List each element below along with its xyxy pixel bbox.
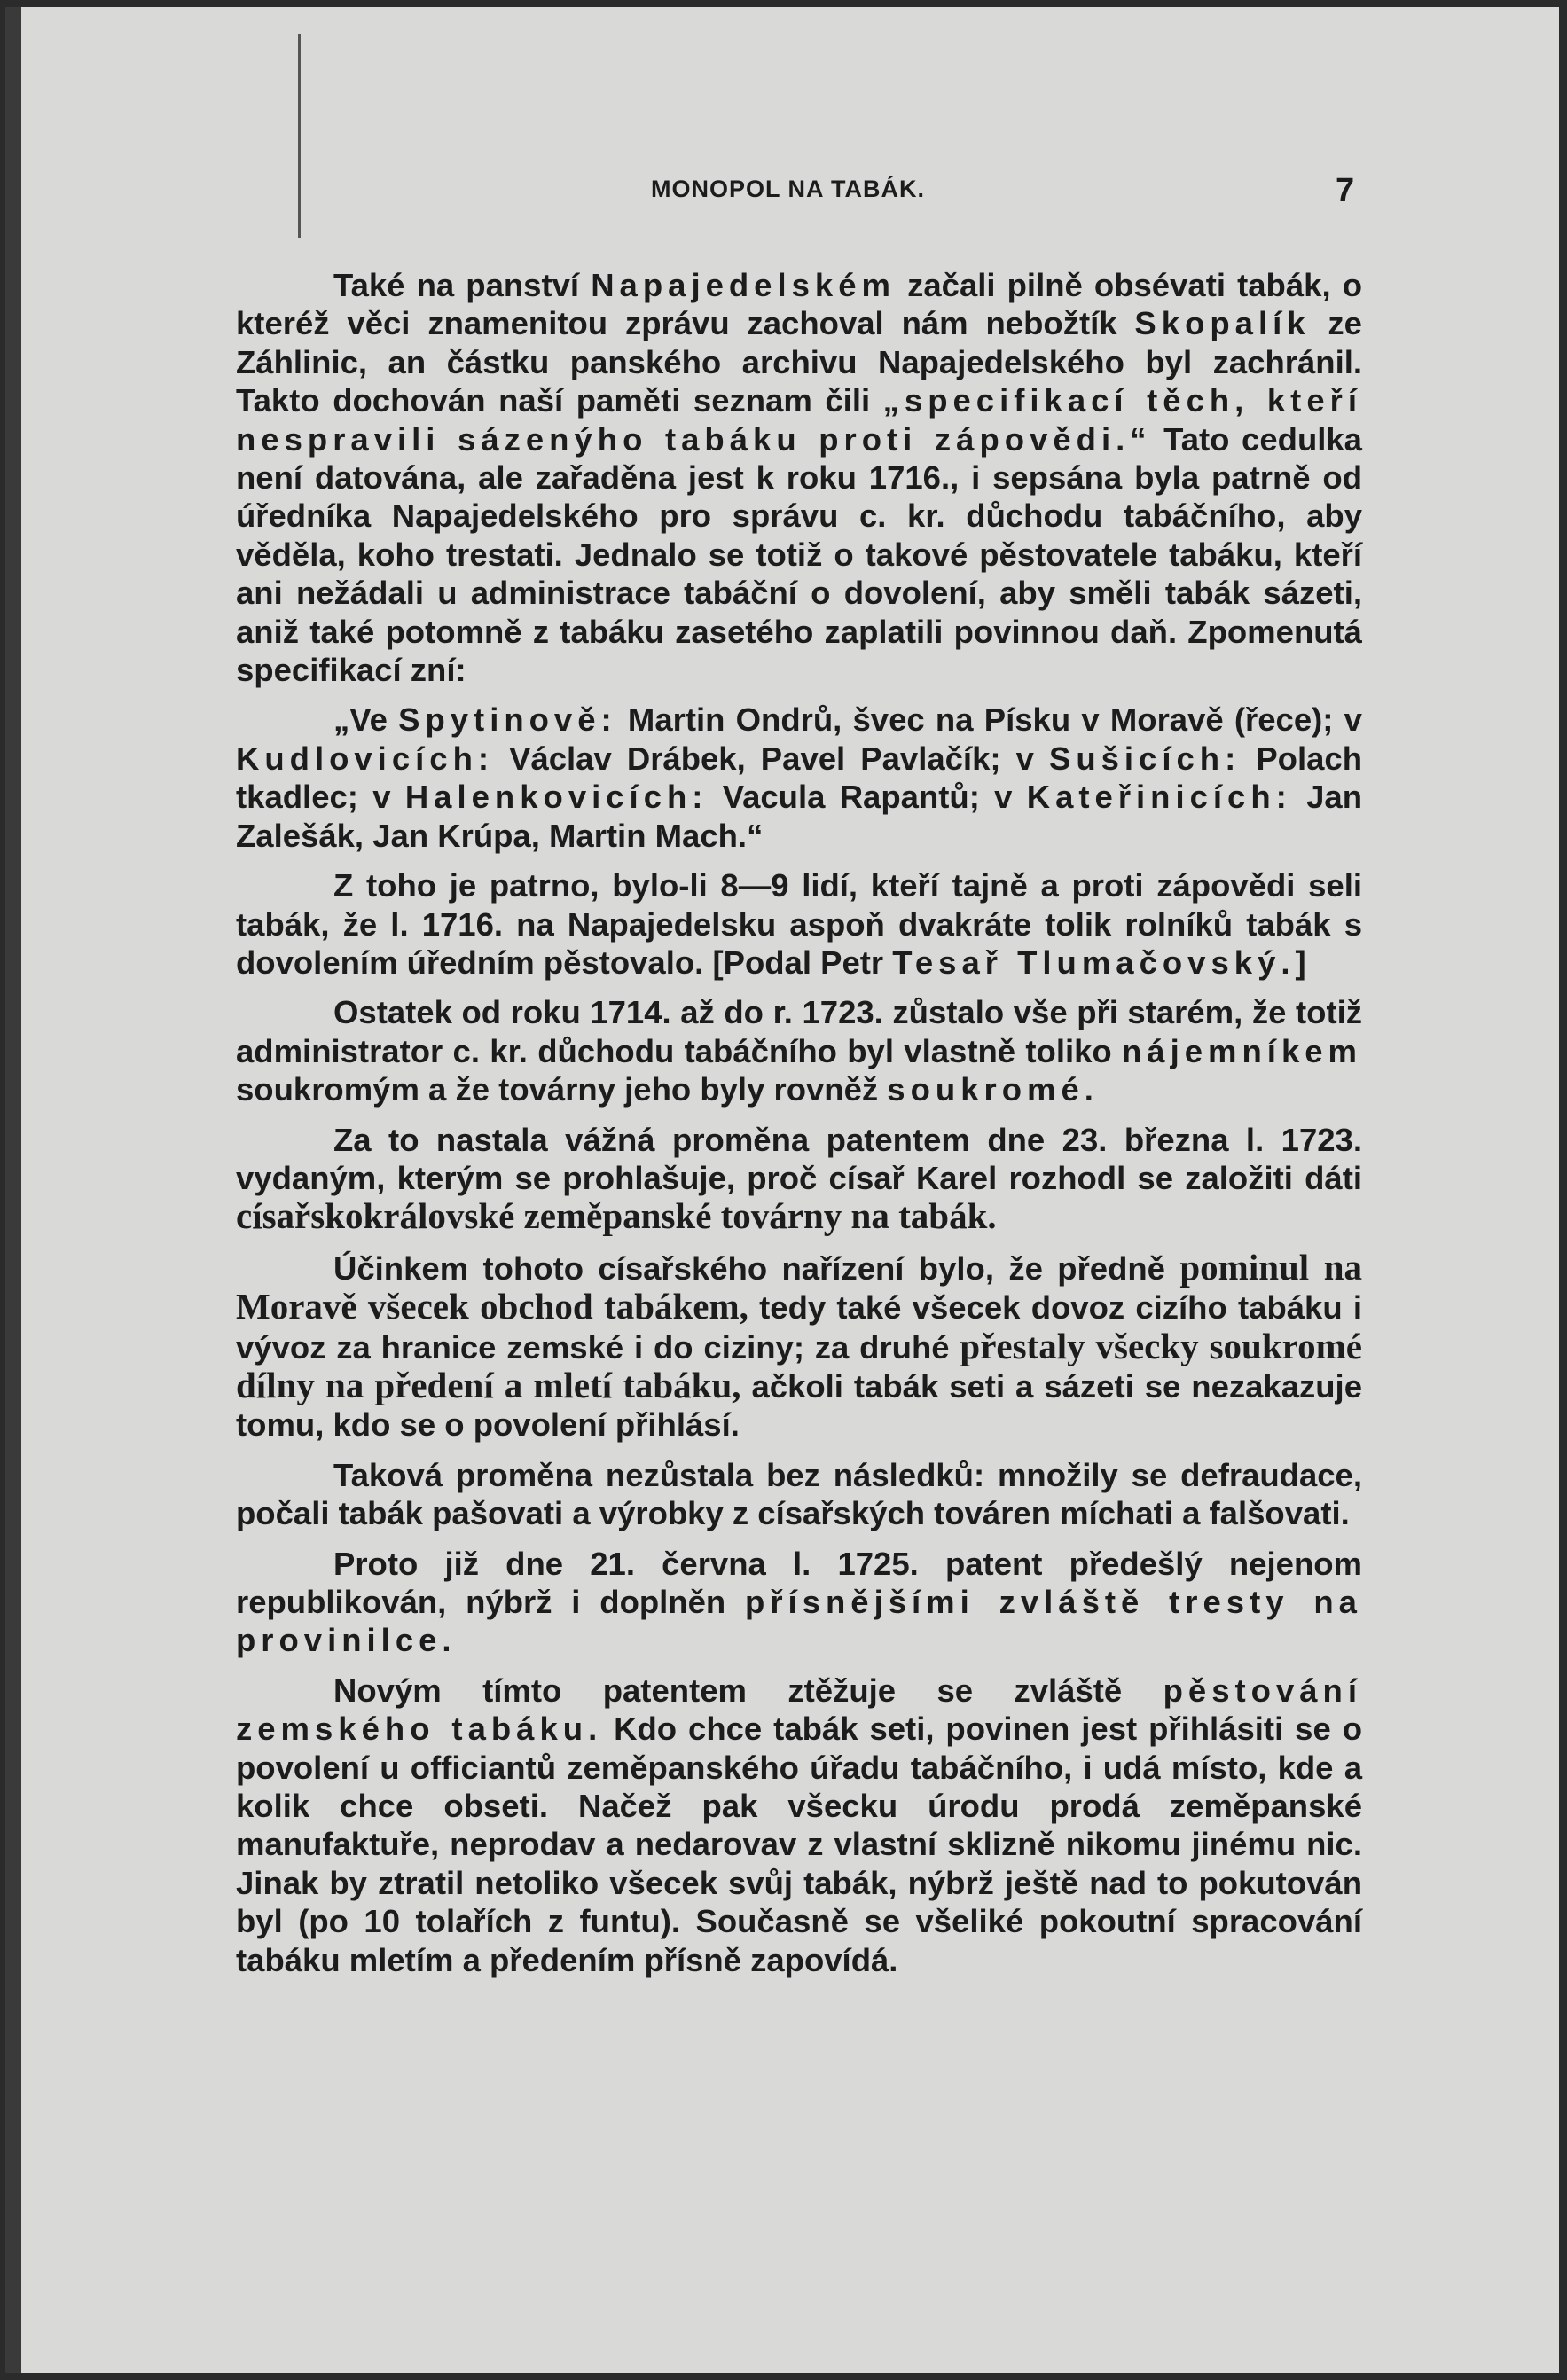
text-run: „Ve bbox=[333, 701, 399, 739]
text-run: Jan Zalešák, Jan Krúpa, Martin Mach.“ bbox=[236, 779, 1362, 854]
text-run: Vacula Rapantů; v bbox=[708, 779, 1027, 816]
text-run: Martin Ondrů, švec na Písku v Moravě (řece); v bbox=[616, 701, 1362, 739]
page-header bbox=[5, 172, 1559, 220]
spaced-emphasis: přísnějšími zvláště tresty na provinilce. bbox=[236, 1584, 1362, 1659]
bold-emphasis: pominul na Moravě všecek obchod tabákem, bbox=[236, 1246, 1362, 1327]
paragraph bbox=[236, 1545, 1362, 1660]
text-run: Ostatek od roku 1714. až do r. 1723. zůstalo vše při starém, že totiž administrator c. kr. důchodu tabáčního byl vlastně toliko bbox=[236, 994, 1362, 1069]
paragraph bbox=[236, 993, 1362, 1108]
spaced-emphasis: Spytinově: bbox=[398, 701, 617, 739]
spaced-emphasis: Tesař Tlumačovský. bbox=[892, 943, 1296, 981]
binding-edge bbox=[5, 7, 21, 2373]
paragraph bbox=[236, 1246, 1363, 1444]
spaced-emphasis: Halenkovicích: bbox=[404, 779, 709, 816]
page-number: 7 bbox=[1336, 172, 1355, 209]
text-run: Proto již dne 21. června l. 1725. patent předešlý nejenom republikován, nýbrž i doplněn bbox=[236, 1545, 1362, 1620]
text-run: Z toho je patrno, bylo-li 8—9 lidí, kteří tajně a proti zápovědi seli tabák, že l. 1716. na Napajedelsku aspoň dvakráte tolik rolníků tabák s dovolením úředním pěstovalo. [Podal Petr bbox=[236, 867, 1362, 981]
spaced-emphasis: Kateřinicích: bbox=[1026, 779, 1292, 816]
text-run: Václav Drábek, Pavel Pavlačík; v bbox=[494, 740, 1049, 777]
text-run: ačkoli tabák seti a sázeti se nezakazuje tomu, kdo se o povolení přihlásí. bbox=[236, 1367, 1363, 1444]
spaced-emphasis: Napajedelském bbox=[591, 267, 896, 303]
paragraph bbox=[236, 866, 1362, 982]
paragraph bbox=[236, 1121, 1362, 1237]
text-run: Novým tímto patentem ztěžuje se zvláště bbox=[333, 1671, 1163, 1709]
spaced-emphasis: soukromé. bbox=[887, 1071, 1099, 1108]
spaced-emphasis: pěstování zemského tabáku. bbox=[236, 1671, 1362, 1748]
text-run: ] bbox=[1295, 943, 1306, 981]
text-run: Kdo chce tabák seti, povinen jest přihlásiti se o povolení u officiantů zeměpanského úřadu tabáčního, i udá místo, kde a kolik chce obseti. Načež pak všecku úrodu prodá zeměpanské manufaktuře, neprodav a nedarovav z vlastní sklizně nikomu jinému nic. Jinak by ztratil netoliko všecek svůj tabák, nýbrž ještě nad to pokutován byl (po 10 tolařích z funtu). Současně se všeliké pokoutní spracování tabáku mletím a předením přísně zapovídá. bbox=[236, 1711, 1362, 1978]
paragraph bbox=[236, 1456, 1362, 1533]
bold-emphasis: přestaly všecky soukromé dílny na předení a mletí tabáku, bbox=[236, 1325, 1362, 1405]
text-run: začali pilně obsévati tabák, o kteréž věci znamenitou zprávu zachoval nám nebožtík bbox=[236, 267, 1362, 342]
spaced-emphasis: „specifikací těch, kteří nespravili sázenýho tabáku proti zápovědi.“ bbox=[236, 382, 1362, 458]
text-run: Za to nastala vážná proměna patentem dne 23. března l. 1723. vydaným, kterým se prohlašuje, proč císař Karel rozhodl se založiti dáti bbox=[236, 1121, 1362, 1196]
text-run: Taková proměna nezůstala bez následků: množily se defraudace, počali tabák pašovati a výrobky z císařských továren míchati a falšovati. bbox=[236, 1456, 1362, 1532]
spaced-emphasis: Kudlovicích: bbox=[236, 740, 495, 777]
spaced-emphasis: Sušicích: bbox=[1048, 740, 1242, 777]
spaced-emphasis: nájemníkem bbox=[1122, 1032, 1362, 1069]
text-run: Tato cedulka není datována, ale zařaděna jest k roku 1716., i sepsána byla patrně od úředníka Napajedelského pro správu c. kr. důchodu tabáčního, aby věděla, koho trestati. Jednalo se totiž o takové pěstovatele tabáku, kteří ani nežádali u administrace tabáční o dovolení, aby směli tabák sázeti, aniž také potomně z tabáku zasetého zaplatili povinnou daň. Zpomenutá specifikací zní: bbox=[236, 420, 1362, 689]
text-run: Také na panství bbox=[333, 267, 592, 303]
spaced-emphasis: Skopalík bbox=[1134, 305, 1311, 342]
book-page bbox=[5, 7, 1559, 2373]
text-run: ze Záhlinic, an částku panského archivu Napajedelského byl zachránil. Takto dochován naší paměti seznam čili bbox=[236, 305, 1362, 419]
running-head: MONOPOL NA TABÁK. bbox=[651, 176, 925, 202]
paragraph bbox=[236, 266, 1362, 689]
text-run: Účinkem tohoto císařského nařízení bylo, že předně bbox=[333, 1249, 1180, 1287]
paragraph bbox=[236, 1671, 1362, 1979]
text-run: tedy také všecek dovoz cizího tabáku i vývoz za hranice zemské i do ciziny; za druhé bbox=[236, 1289, 1362, 1366]
body-text bbox=[236, 266, 1362, 1991]
text-run: Polach tkadlec; v bbox=[236, 740, 1362, 816]
paragraph bbox=[236, 701, 1362, 855]
bold-emphasis: císařskokrálovské zeměpanské továrny na tabák. bbox=[236, 1195, 997, 1237]
text-run: soukromým a že továrny jeho byly rovněž bbox=[236, 1071, 888, 1108]
